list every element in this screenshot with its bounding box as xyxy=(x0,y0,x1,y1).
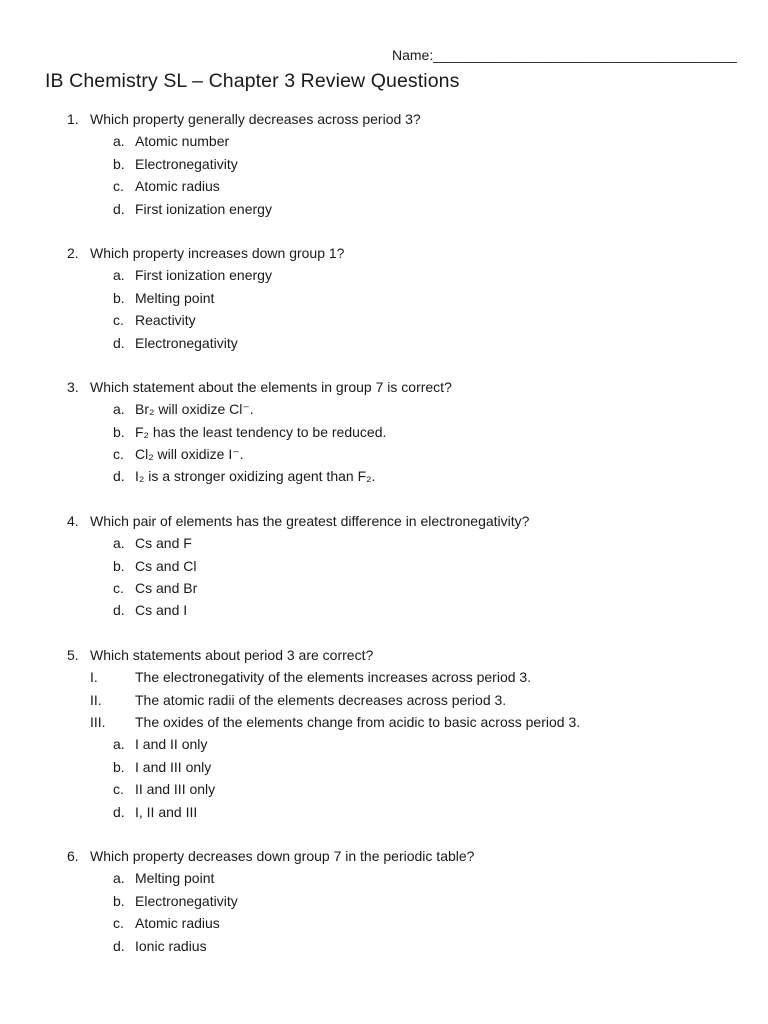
statement-numeral: III. xyxy=(90,713,106,730)
option-letter: b. xyxy=(113,289,125,306)
question-stem xyxy=(0,108,768,130)
answer-option xyxy=(0,935,768,957)
option-letter: a. xyxy=(113,870,125,887)
option-letter: d. xyxy=(113,334,125,351)
answer-option xyxy=(0,443,768,465)
option-text: Electronegativity xyxy=(135,892,238,909)
answer-option xyxy=(0,130,768,152)
option-letter: a. xyxy=(113,401,125,418)
question-number: 1. xyxy=(67,111,79,127)
question-4 xyxy=(0,510,768,622)
option-text: Cs and F xyxy=(135,535,192,552)
question-number: 5. xyxy=(67,646,79,663)
answer-option xyxy=(0,733,768,755)
answer-option xyxy=(0,198,768,220)
answer-option xyxy=(0,555,768,577)
option-text: Melting point xyxy=(135,289,215,306)
option-text: Electronegativity xyxy=(135,334,238,351)
answer-option xyxy=(0,465,768,487)
answer-option xyxy=(0,756,768,778)
option-text: I and II only xyxy=(135,736,208,753)
question-stem xyxy=(0,376,768,398)
option-letter: d. xyxy=(113,468,125,485)
option-text: Cs and I xyxy=(135,602,188,619)
answer-option xyxy=(0,309,768,331)
question-number: 3. xyxy=(67,378,79,395)
page-title: IB Chemistry SL – Chapter 3 Review Questions xyxy=(45,70,460,92)
answer-option xyxy=(0,421,768,443)
question-stem xyxy=(0,242,768,264)
question-5 xyxy=(0,644,768,823)
answer-option xyxy=(0,287,768,309)
statement-numeral: I. xyxy=(90,669,98,686)
name-field-label: Name:_______________________________________ xyxy=(392,47,737,63)
question-text: Which statements about period 3 are correct? xyxy=(90,646,374,663)
option-letter: b. xyxy=(113,557,125,574)
answer-option xyxy=(0,398,768,420)
question-list xyxy=(0,108,768,979)
option-letter: c. xyxy=(113,178,124,195)
option-text: Electronegativity xyxy=(135,155,238,172)
option-letter: d. xyxy=(113,937,125,954)
option-text: II and III only xyxy=(135,781,216,798)
question-6 xyxy=(0,845,768,957)
question-text: Which statement about the elements in group 7 is correct? xyxy=(90,378,452,395)
question-stem xyxy=(0,510,768,532)
option-text: Cl₂ will oxidize I⁻. xyxy=(135,446,244,463)
answer-option xyxy=(0,332,768,354)
option-letter: a. xyxy=(113,133,125,150)
option-text: Atomic radius xyxy=(135,915,220,932)
option-text: I, II and III xyxy=(135,803,198,820)
option-letter: c. xyxy=(113,915,124,932)
statement-text: The oxides of the elements change from acidic to basic across period 3. xyxy=(135,713,581,730)
answer-option xyxy=(0,264,768,286)
option-letter: c. xyxy=(113,312,124,329)
option-text: I and III only xyxy=(135,758,212,775)
option-text: Ionic radius xyxy=(135,937,207,954)
answer-option xyxy=(0,890,768,912)
option-letter: a. xyxy=(113,267,125,284)
question-text: Which property generally decreases across period 3? xyxy=(90,111,421,127)
question-stem xyxy=(0,845,768,867)
option-text: First ionization energy xyxy=(135,200,272,217)
option-letter: b. xyxy=(113,892,125,909)
question-1 xyxy=(0,108,768,220)
option-letter: d. xyxy=(113,602,125,619)
option-letter: c. xyxy=(113,580,124,597)
question-3 xyxy=(0,376,768,488)
option-letter: a. xyxy=(113,535,125,552)
statement-item xyxy=(0,666,768,688)
statement-item xyxy=(0,711,768,733)
answer-option xyxy=(0,778,768,800)
option-text: Atomic radius xyxy=(135,178,220,195)
answer-option xyxy=(0,532,768,554)
option-text: I₂ is a stronger oxidizing agent than F₂. xyxy=(135,468,376,485)
option-letter: c. xyxy=(113,781,124,798)
option-letter: d. xyxy=(113,803,125,820)
question-stem xyxy=(0,644,768,666)
option-letter: d. xyxy=(113,200,125,217)
statement-numeral: II. xyxy=(90,691,102,708)
answer-option xyxy=(0,153,768,175)
question-text: Which property decreases down group 7 in the periodic table? xyxy=(90,847,475,864)
option-text: First ionization energy xyxy=(135,267,272,284)
statement-text: The atomic radii of the elements decreases across period 3. xyxy=(135,691,507,708)
statement-item xyxy=(0,689,768,711)
answer-option xyxy=(0,801,768,823)
option-letter: c. xyxy=(113,446,124,463)
answer-option xyxy=(0,175,768,197)
option-text: Atomic number xyxy=(135,133,230,150)
option-text: F₂ has the least tendency to be reduced. xyxy=(135,423,387,440)
option-text: Melting point xyxy=(135,870,215,887)
option-text: Cs and Cl xyxy=(135,557,197,574)
answer-option xyxy=(0,867,768,889)
answer-option xyxy=(0,912,768,934)
option-letter: b. xyxy=(113,155,125,172)
question-number: 2. xyxy=(67,244,79,261)
answer-option xyxy=(0,577,768,599)
question-text: Which property increases down group 1? xyxy=(90,244,345,261)
statement-text: The electronegativity of the elements increases across period 3. xyxy=(135,669,532,686)
option-letter: b. xyxy=(113,423,125,440)
option-letter: b. xyxy=(113,758,125,775)
option-text: Br₂ will oxidize Cl⁻. xyxy=(135,401,254,418)
option-text: Reactivity xyxy=(135,312,196,329)
option-text: Cs and Br xyxy=(135,580,198,597)
question-number: 4. xyxy=(67,512,79,529)
option-letter: a. xyxy=(113,736,125,753)
question-text: Which pair of elements has the greatest difference in electronegativity? xyxy=(90,512,530,529)
question-2 xyxy=(0,242,768,354)
answer-option xyxy=(0,599,768,621)
question-number: 6. xyxy=(67,847,79,864)
